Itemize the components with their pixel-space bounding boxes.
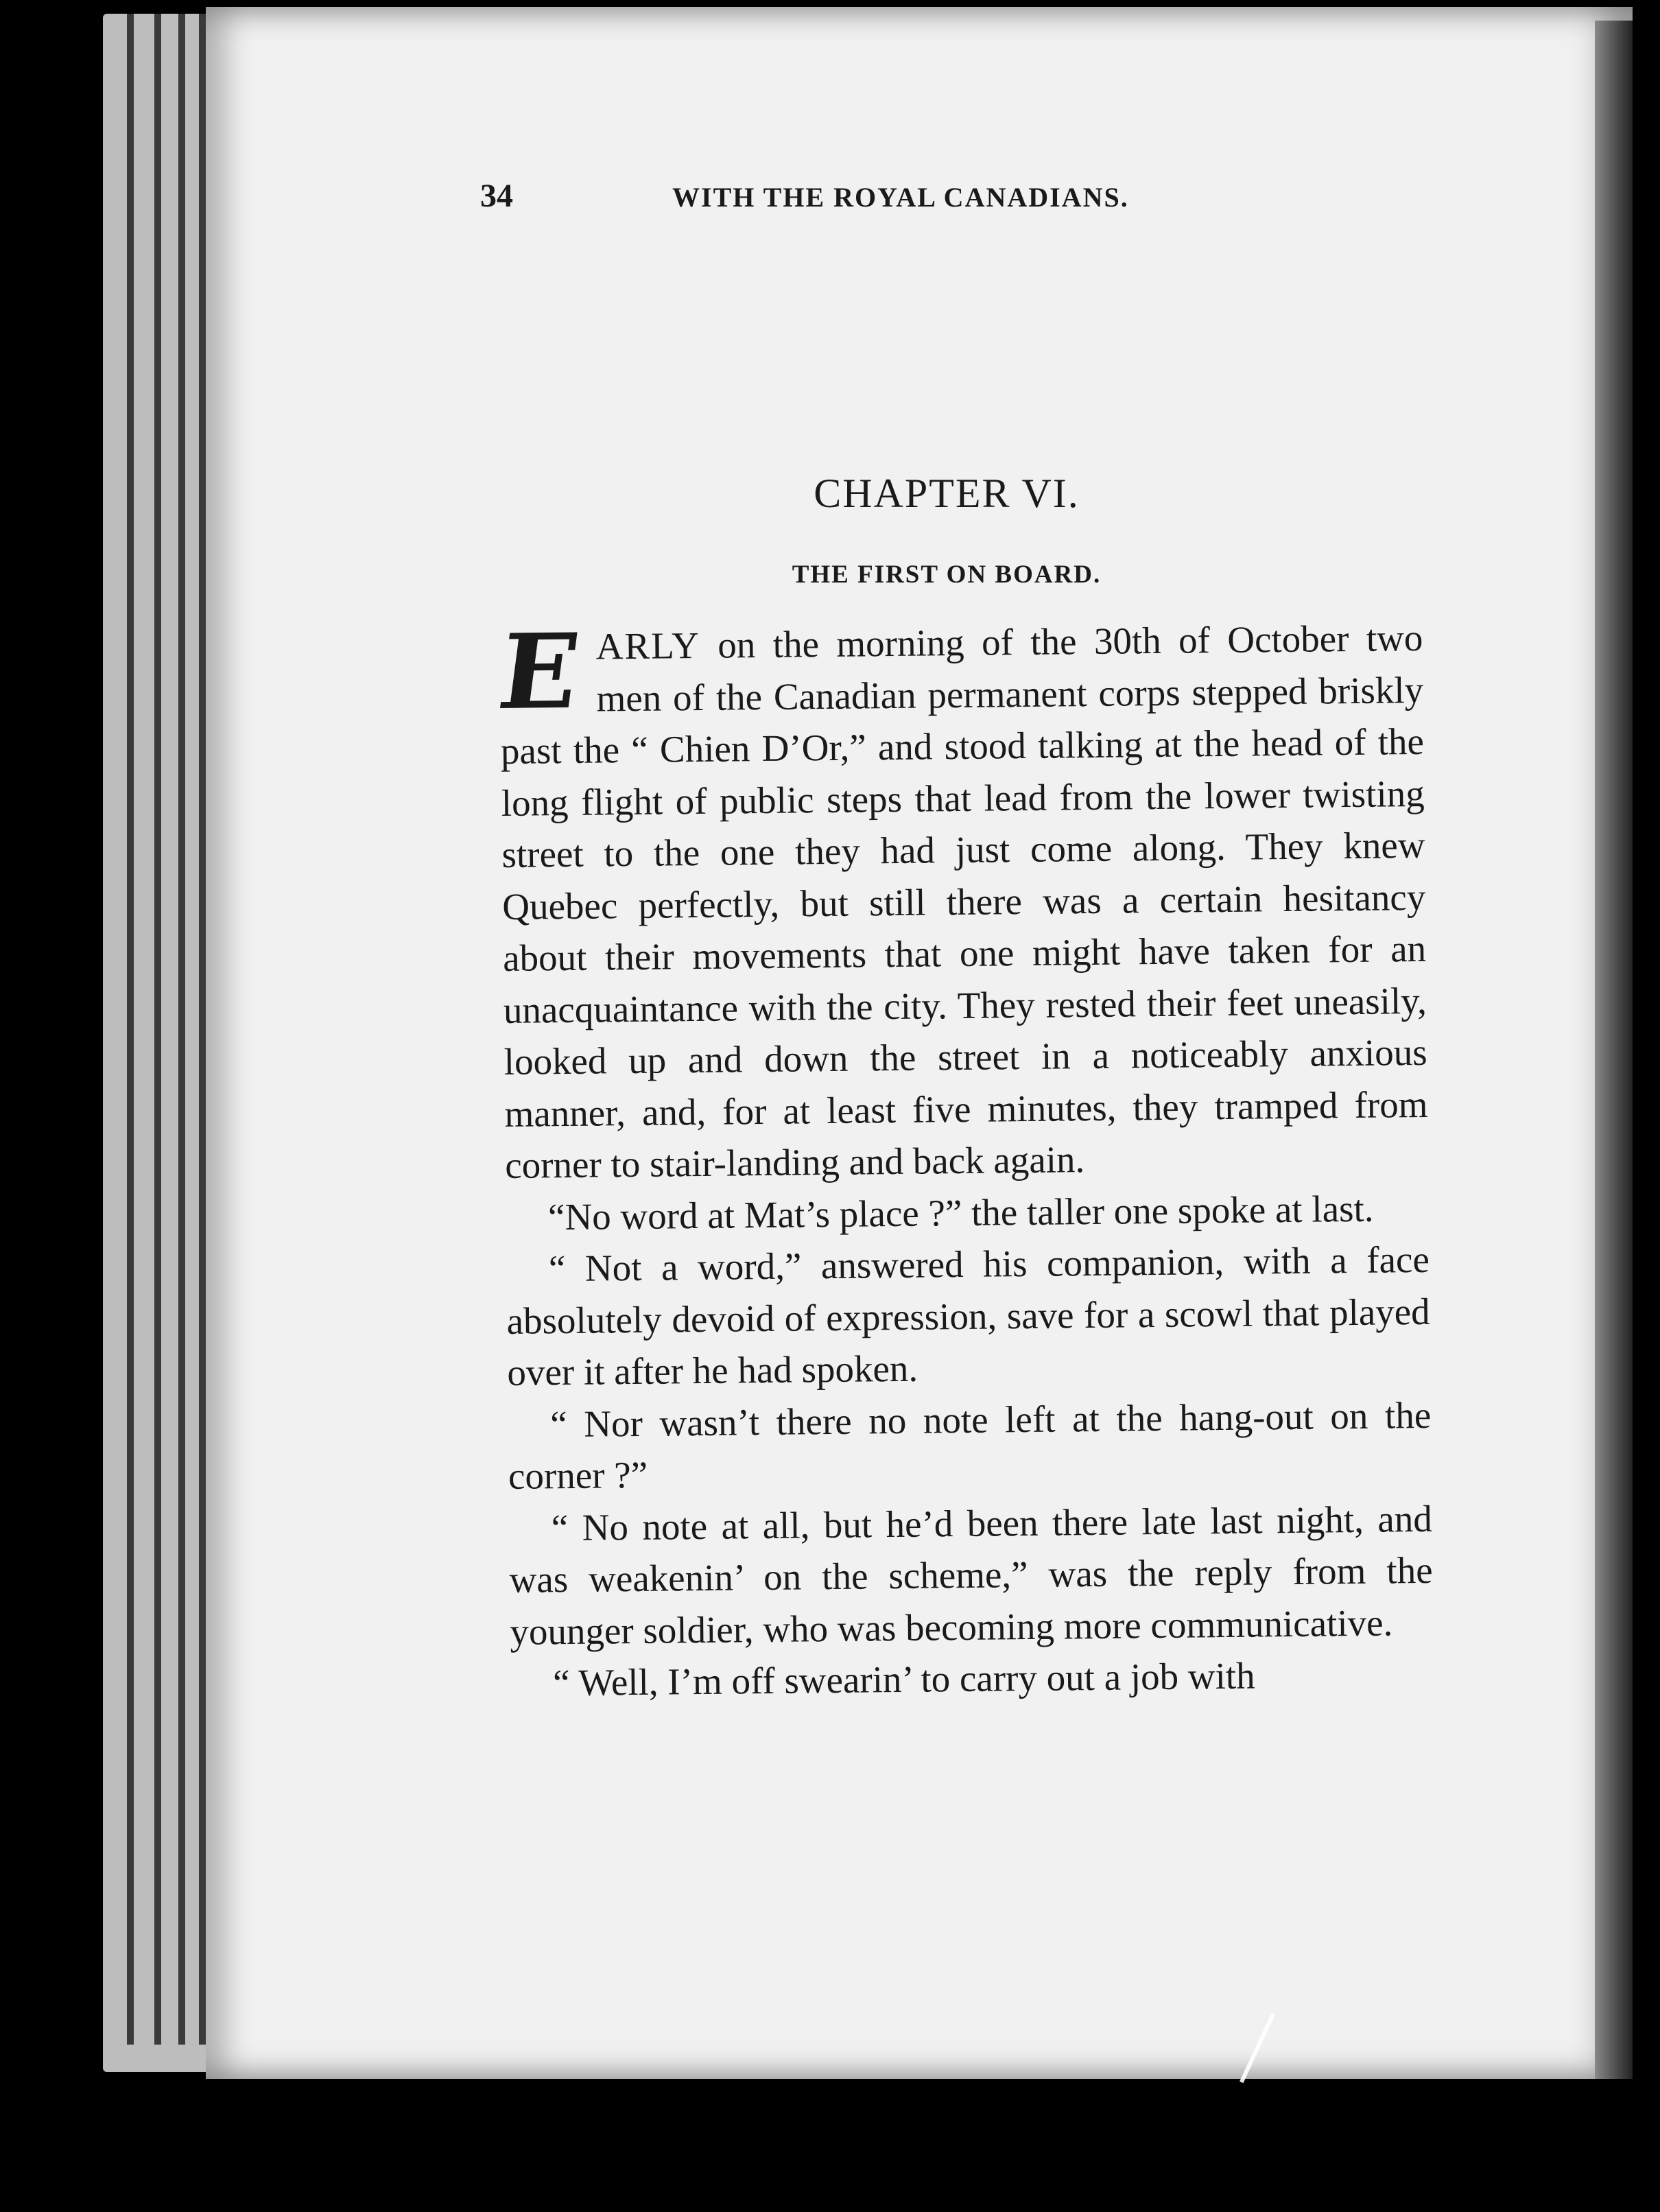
page-right-edge-shadow bbox=[1595, 21, 1633, 2079]
body-text bbox=[492, 611, 1434, 1710]
paragraph: “ Nor wasn’t there no note left at the hang-out on the corner ?” bbox=[508, 1393, 1432, 1497]
page-edge-line bbox=[199, 14, 206, 2045]
running-head bbox=[480, 177, 1248, 225]
page-edge-line bbox=[178, 14, 185, 2045]
running-title: WITH THE ROYAL CANADIANS. bbox=[672, 182, 1129, 213]
page-edge-line bbox=[127, 14, 134, 2045]
chapter-subtitle: THE FIRST ON BOARD. bbox=[792, 561, 1102, 589]
paragraph: “ No note at all, but he’d been there late last night, and was weakenin’ on the scheme,” was the reply from the younger soldier, who was becoming more communicative. bbox=[509, 1497, 1433, 1653]
drop-cap: E bbox=[492, 611, 586, 733]
paragraph: “ Not a word,” answered his companion, with a face absolutely devoid of expression, save for a scowl that played over it after he had spoken. bbox=[506, 1238, 1430, 1393]
paragraph: “No word at Mat’s place ?” the taller one spoke at last. bbox=[547, 1187, 1374, 1238]
lead-caps: ARLY bbox=[595, 624, 701, 668]
paragraph: “ Well, I’m off swearin’ to carry out a job with bbox=[552, 1654, 1255, 1704]
paragraph bbox=[492, 611, 1429, 1192]
chapter-heading: CHAPTER VI. bbox=[814, 471, 1080, 516]
page-edge-line bbox=[154, 14, 161, 2045]
page-number: 34 bbox=[480, 178, 513, 214]
paragraph-text: on the morning of the 30th of October two men of the Canadian permanent corps stepped briskly past the “ Chien D’Or,” and stood talking at the head of the long flight of public steps that lead from the lower twisting street to the one they had just come along. They knew Quebec perfectly, but still there was a certain hesitancy about their movements that one might have taken for an unacquaintance with the city. They rested their feet uneasily, looked up and down the street in a noticeably anxious manner, and, for at least five minutes, they tramped from corner to stair-landing and back again. bbox=[500, 616, 1428, 1186]
